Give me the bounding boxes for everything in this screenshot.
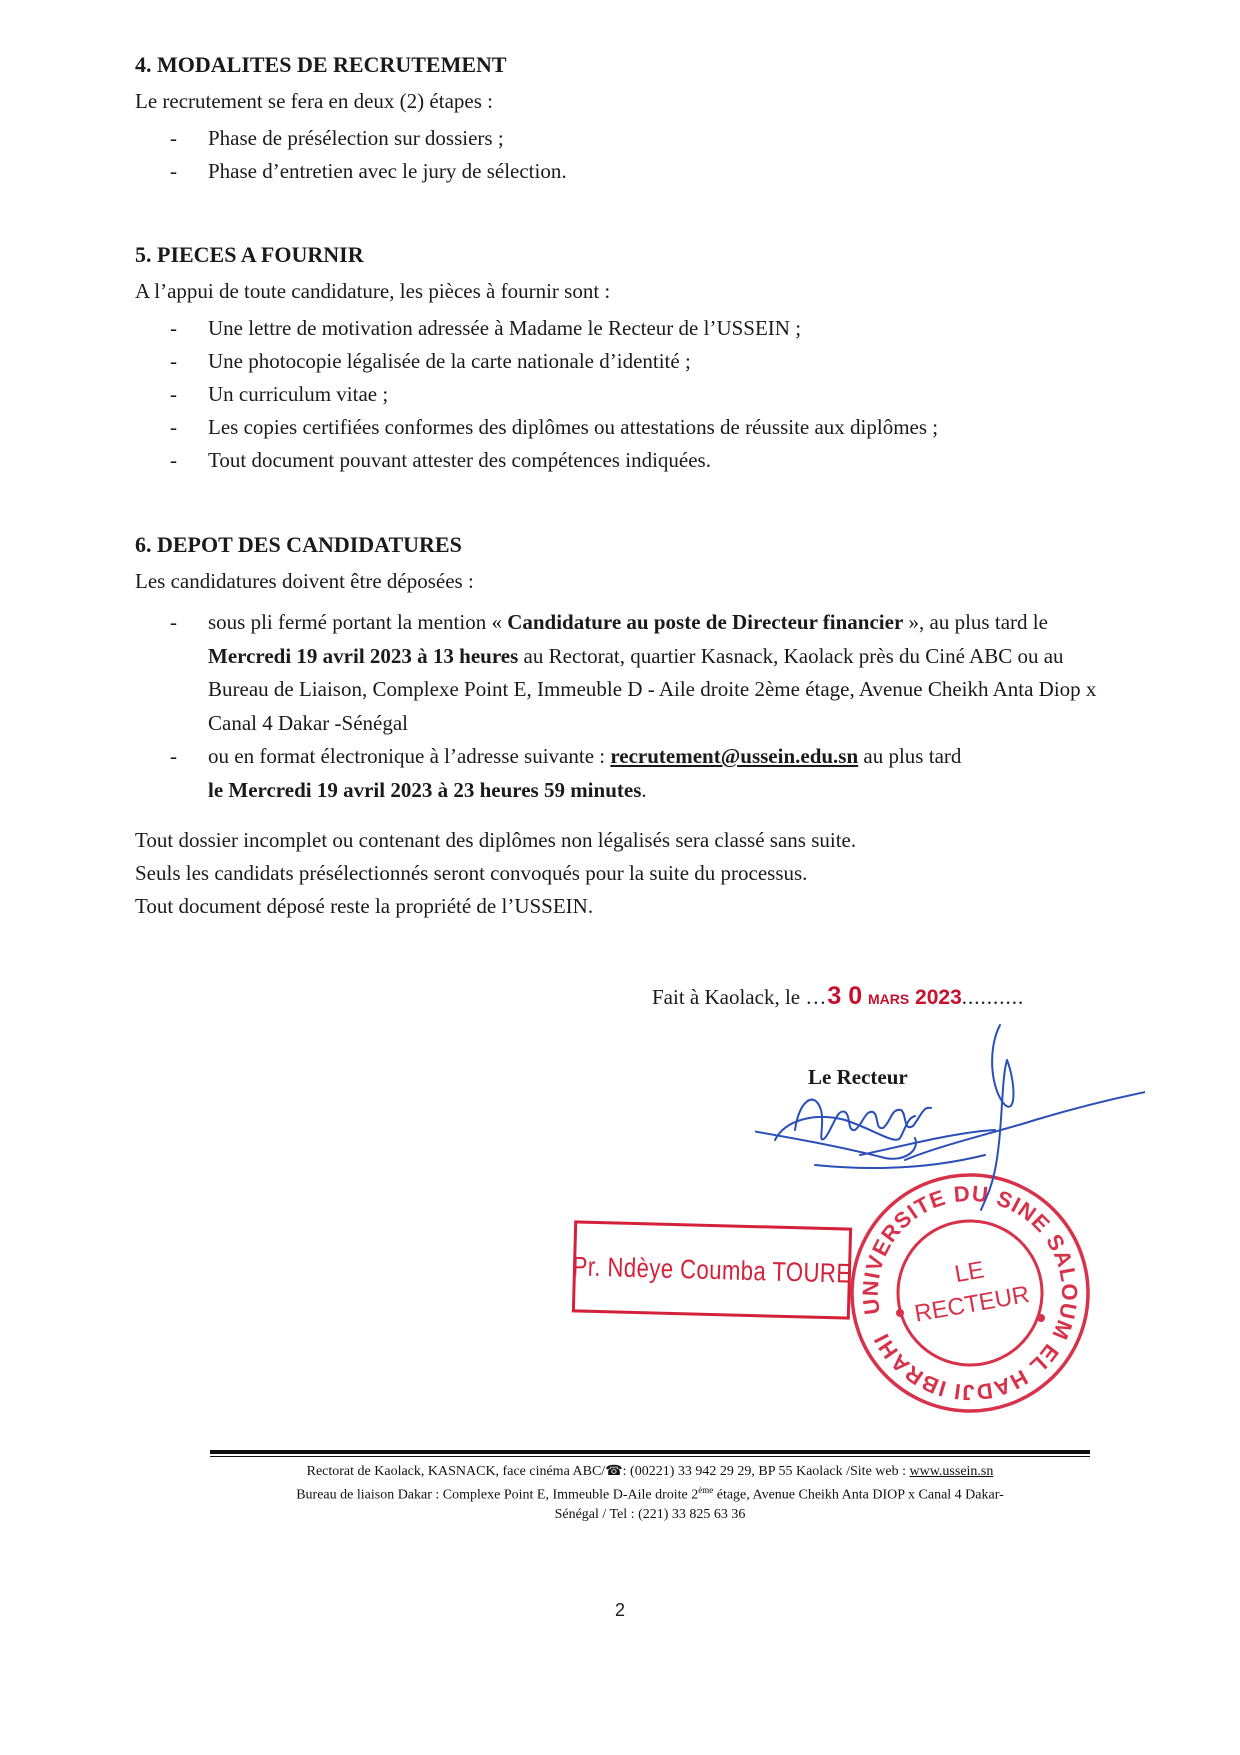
list-item-electronic: [135, 740, 1125, 807]
text-run: au Rectorat, quartier Kasnack, Kaolack près du Ciné ABC ou au Bureau de Liaison, Complexe Point E, Immeuble D - Aile droite 2ème étage, Avenue Cheikh Anta Diop x Canal 4 Dakar -Sénégal: [208, 643, 1097, 735]
bold-run: Mercredi 19 avril 2023 à 13 heures: [208, 643, 519, 668]
section-application-submission: [135, 528, 1125, 807]
closing-line: Seuls les candidats présélectionnés seront convoqués pour la suite du processus.: [135, 861, 808, 885]
closing-line: Tout document déposé reste la propriété de l’USSEIN.: [135, 894, 594, 918]
website-link[interactable]: www.ussein.sn: [909, 1464, 994, 1479]
footer: [210, 1462, 1090, 1524]
section-heading: 5. PIECES A FOURNIR: [135, 242, 364, 267]
list-item: - Phase d’entretien avec le jury de sélection.: [135, 155, 1125, 188]
bold-run: le Mercredi 19 avril 2023 à 23 heures 59 minutes: [208, 777, 642, 802]
footer-line: Sénégal / Tel : (221) 33 825 63 36: [554, 1506, 746, 1522]
dots: …: [805, 985, 828, 1009]
bullet-list: [135, 606, 1125, 807]
closing-notes: [135, 824, 856, 923]
section-intro: Le recrutement se fera en deux (2) étapes :: [135, 89, 493, 113]
list-item: - Un curriculum vitae ;: [135, 378, 1125, 411]
list-item: - Tout document pouvant attester des compétences indiquées.: [135, 444, 1125, 477]
page-number: 2: [614, 1600, 625, 1620]
seal-ring-text: UNIVERSITE DU SINE SALOUM EL HADJI IBRAHIMA: [857, 1180, 1083, 1406]
handwritten-signature: [755, 1020, 1145, 1250]
date-month: MARS: [867, 991, 910, 1007]
signatory-title: Le Recteur: [808, 1065, 908, 1089]
footer-text: Bureau de liaison Dakar : Complexe Point E, Immeuble D-Aile droite 2: [296, 1487, 699, 1503]
section-heading: 6. DEPOT DES CANDIDATURES: [135, 532, 462, 557]
text-run: au plus tard: [858, 744, 962, 768]
text-run: .: [641, 777, 647, 802]
footer-text: étage, Avenue Cheikh Anta DIOP x Canal 4 Dakar-: [713, 1487, 1004, 1503]
text-run: », au plus tard le: [903, 610, 1048, 634]
phone-icon: ☎: [605, 1464, 623, 1479]
date-stamp: [827, 982, 962, 1010]
footer-sup: ème: [698, 1485, 714, 1495]
footer-text: Rectorat de Kaolack, KASNACK, face cinéma ABC/: [306, 1464, 606, 1479]
list-item: - Une lettre de motivation adressée à Madame le Recteur de l’USSEIN ;: [135, 312, 1125, 345]
seal-center-line2: RECTEUR: [912, 1280, 1032, 1328]
text-run: sous pli fermé portant la mention «: [208, 610, 508, 634]
list-item: - Les copies certifiées conformes des diplômes ou attestations de réussite aux diplômes ;: [135, 411, 1125, 444]
section-intro: A l’appui de toute candidature, les pièces à fournir sont :: [135, 279, 611, 303]
footer-text: : (00221) 33 942 29 29, BP 55 Kaolack /Site web :: [622, 1464, 910, 1479]
list-item-sealed-envelope: [135, 606, 1125, 740]
bullet-list: [135, 312, 1125, 477]
footer-line: [210, 1481, 1090, 1505]
dots: ..........: [961, 985, 1025, 1009]
text-run: ou en format électronique à l’adresse suivante :: [208, 744, 611, 768]
footer-rule: [210, 1456, 1090, 1457]
seal-center-line1: LE: [952, 1256, 987, 1289]
place-text: Fait à Kaolack, le: [652, 985, 806, 1009]
section-intro: Les candidatures doivent être déposées :: [135, 569, 474, 593]
list-item: - Une photocopie légalisée de la carte nationale d’identité ;: [135, 345, 1125, 378]
footer-line: [210, 1462, 1090, 1481]
date-day: 3 0: [827, 982, 863, 1010]
footer-rule: [210, 1450, 1090, 1454]
list-item: - Phase de présélection sur dossiers ;: [135, 122, 1125, 155]
email-link[interactable]: recrutement@ussein.edu.sn: [610, 744, 859, 768]
bold-run: Candidature au poste de Directeur financier: [507, 610, 904, 634]
section-heading: 4. MODALITES DE RECRUTEMENT: [135, 52, 507, 77]
name-stamp-text: Pr. Ndèye Coumba TOURE: [572, 1250, 852, 1289]
section-recruitment-modalities: [135, 48, 1125, 188]
section-documents-required: [135, 238, 1125, 477]
bullet-list: [135, 122, 1125, 188]
closing-line: Tout dossier incomplet ou contenant des diplômes non légalisés sera classé sans suite.: [135, 828, 857, 852]
place-and-date: [652, 982, 1024, 1011]
date-year: 2023: [915, 986, 962, 1009]
